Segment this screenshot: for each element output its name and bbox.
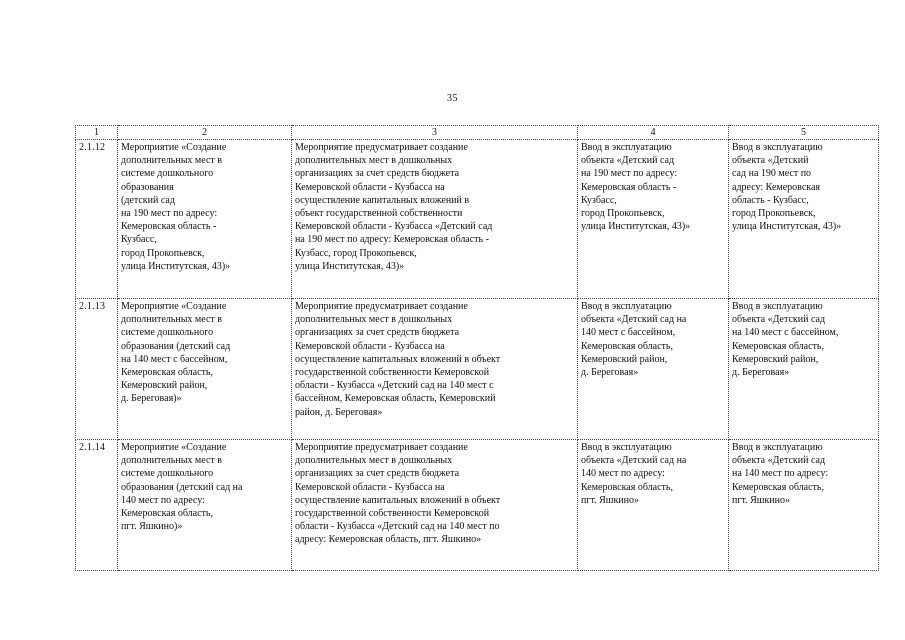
table-row <box>76 440 879 571</box>
event-name: Мероприятие «Создание дополнительных мест в системе дошкольного образования (детский сад на 140 мест по адресу: Кемеровская область, пгт. Яшкино)» <box>118 440 292 571</box>
event-name: Мероприятие «Создание дополнительных мест в системе дошкольного образования (детский сад на 190 мест по адресу: Кемеровская область - Кузбасс, город Прокопьевск, улица Институтская, 43)» <box>118 140 292 299</box>
item-number: 2.1.14 <box>76 440 118 571</box>
result-column-5: Ввод в эксплуатацию объекта «Детский сад на 140 мест по адресу: Кемеровская область, пгт. Яшкино» <box>729 440 879 571</box>
table-row <box>76 299 879 440</box>
header-cell-5: 5 <box>729 126 879 140</box>
result-column-5: Ввод в эксплуатацию объекта «Детский сад на 140 мест с бассейном, Кемеровская область, Кемеровский район, д. Береговая» <box>729 299 879 440</box>
result-column-4: Ввод в эксплуатацию объекта «Детский сад на 140 мест с бассейном, Кемеровская область, Кемеровский район, д. Береговая» <box>578 299 729 440</box>
event-description: Мероприятие предусматривает создание дополнительных мест в дошкольных организациях за счет средств бюджета Кемеровской области - Кузбасса на осуществление капитальных вложений в объект государственной собственности Кемеровской области - Кузбасса «Детский сад на 140 мест с бассейном, Кемеровская область, Кемеровский район, д. Береговая» <box>292 299 578 440</box>
event-description: Мероприятие предусматривает создание дополнительных мест в дошкольных организациях за счет средств бюджета Кемеровской области - Кузбасса на осуществление капитальных вложений в объект государственной собственности Кемеровской области - Кузбасса «Детский сад на 190 мест по адресу: Кемеровская область - Кузбасс, город Прокопьевск, улица Институтская, 43)» <box>292 140 578 299</box>
header-cell-1: 1 <box>76 126 118 140</box>
result-column-5: Ввод в эксплуатацию объекта «Детский сад на 190 мест по адресу: Кемеровская область - Кузбасс, город Прокопьевск, улица Институтская, 43)» <box>729 140 879 299</box>
table-row <box>76 140 879 299</box>
header-cell-4: 4 <box>578 126 729 140</box>
event-name: Мероприятие «Создание дополнительных мест в системе дошкольного образования (детский сад на 140 мест с бассейном, Кемеровская область, Кемеровский район, д. Береговая)» <box>118 299 292 440</box>
measures-table <box>75 125 879 571</box>
header-cell-3: 3 <box>292 126 578 140</box>
item-number: 2.1.12 <box>76 140 118 299</box>
header-cell-2: 2 <box>118 126 292 140</box>
event-description: Мероприятие предусматривает создание дополнительных мест в дошкольных организациях за счет средств бюджета Кемеровской области - Кузбасса на осуществление капитальных вложений в объект государственной собственности Кемеровской области - Кузбасса «Детский сад на 140 мест по адресу: Кемеровская область, пгт. Яшкино» <box>292 440 578 571</box>
header-row <box>76 126 879 140</box>
result-column-4: Ввод в эксплуатацию объекта «Детский сад на 190 мест по адресу: Кемеровская область - Кузбасс, город Прокопьевск, улица Институтская, 43)» <box>578 140 729 299</box>
page-number: 35 <box>447 93 458 104</box>
result-column-4: Ввод в эксплуатацию объекта «Детский сад на 140 мест по адресу: Кемеровская область, пгт. Яшкино» <box>578 440 729 571</box>
item-number: 2.1.13 <box>76 299 118 440</box>
